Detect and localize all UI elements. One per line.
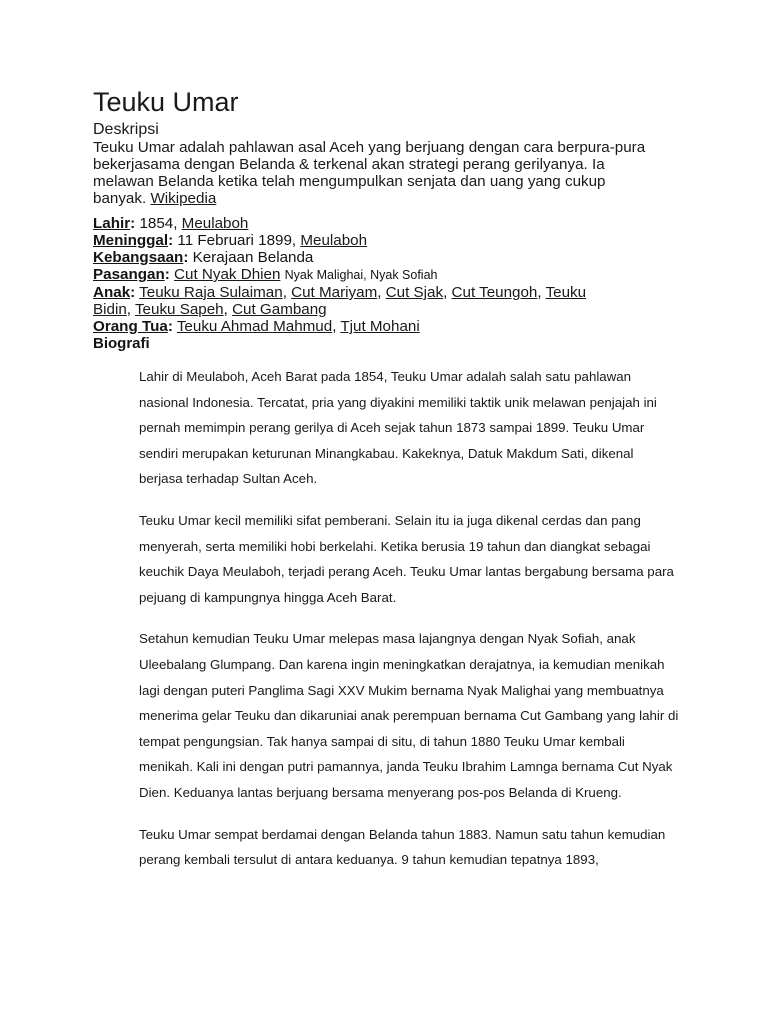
link-anak[interactable]: Cut Gambang [232, 301, 327, 318]
fact-meninggal: Meninggal: 11 Februari 1899, Meulaboh [93, 232, 368, 249]
fact-pasangan: Pasangan: Cut Nyak Dhien Nyak Malighai, Nyak Sofiah [93, 266, 438, 283]
link-anak[interactable]: Teuku Sapeh [134, 301, 224, 318]
fact-label-pasangan: Pasangan [93, 266, 165, 283]
biography-paragraph: Teuku Umar kecil memiliki sifat pemberani. Selain itu ia juga dikenal cerdas dan pang menyerah, serta memiliki hobi berkelahi. Ketika berusia 19 tahun dan diangkat sebagai keuchik Daya Meulaboh, terjadi perang Aceh. Teuku Umar lantas bergabung bersama para pejuang di kampungnya hingga Aceh Barat. [139, 512, 674, 605]
link-meulaboh-lahir[interactable]: Meulaboh [181, 215, 249, 232]
link-anak[interactable]: Cut Mariyam [291, 284, 378, 301]
fact-label-meninggal: Meninggal [93, 232, 169, 249]
fact-value-meninggal-date: 11 Februari 1899, [177, 232, 301, 249]
fact-value-kebangsaan: Kerajaan Belanda [192, 249, 314, 266]
fact-label-lahir: Lahir [93, 215, 131, 232]
infobox [93, 86, 713, 352]
link-anak[interactable]: Teuku Bidin [93, 284, 587, 318]
fact-value-pasangan-others: Nyak Malighai, Nyak Sofiah [284, 268, 438, 282]
fact-label-anak: Anak [93, 284, 131, 301]
section-heading-biografi: Biografi [93, 335, 150, 352]
fact-label-orang-tua: Orang Tua [93, 318, 168, 335]
link-orang-tua[interactable]: Teuku Ahmad Mahmud [176, 318, 333, 335]
description [93, 139, 653, 207]
biography-paragraph: Teuku Umar sempat berdamai dengan Belanda tahun 1883. Namun satu tahun kemudian perang kembali tersulut di antara keduanya. 9 tahun kemudian tepatnya 1893, [139, 826, 666, 868]
fact-anak: Anak: Teuku Raja Sulaiman, Cut Mariyam, Cut Sjak, Cut Teungoh, Teuku Bidin, Teuku Sapeh, Cut Gambang [93, 284, 587, 318]
biography-paragraph: Setahun kemudian Teuku Umar melepas masa lajangnya dengan Nyak Sofiah, anak Uleebalang Glumpang. Dan karena ingin meningkatkan derajatnya, ia kemudian menikah lagi dengan puteri Panglima Sagi XXV Mukim bernama Nyak Malighai yang membuatnya menerima gelar Teuku dan dikaruniai anak perempuan bernama Cut Gambang yang lahir di tempat pengungsian. Tak hanya sampai di situ, di tahun 1880 Teuku Umar kembali menikah. Kali ini dengan putri pamannya, janda Teuku Ibrahim Lamnga bernama Cut Nyak Dien. Keduanya lantas berjuang bersama menyerang pos-pos Belanda di Krueng. [139, 631, 679, 800]
fact-lahir: Lahir: 1854, Meulaboh [93, 215, 249, 232]
section-heading-deskripsi: Deskripsi [93, 121, 159, 138]
link-anak[interactable]: Teuku Raja Sulaiman [139, 284, 283, 301]
fact-orang-tua: Orang Tua: Teuku Ahmad Mahmud, Tjut Mohani [93, 318, 420, 335]
fact-label-kebangsaan: Kebangsaan [93, 249, 184, 266]
fact-list [93, 215, 613, 352]
fact-kebangsaan: Kebangsaan: Kerajaan Belanda [93, 249, 314, 266]
link-orang-tua[interactable]: Tjut Mohani [340, 318, 420, 335]
link-anak[interactable]: Cut Sjak [385, 284, 444, 301]
biography-body [139, 364, 679, 889]
link-cut-nyak-dhien[interactable]: Cut Nyak Dhien [174, 266, 281, 283]
fact-value-lahir-year: 1854, [139, 215, 182, 232]
link-anak[interactable]: Cut Teungoh [451, 284, 538, 301]
page-title: Teuku Umar [93, 87, 239, 117]
biography-paragraph: Lahir di Meulaboh, Aceh Barat pada 1854, Teuku Umar adalah salah satu pahlawan nasional Indonesia. Tercatat, pria yang diyakini memiliki taktik unik melawan penjajah ini pernah memimpin perang gerilya di Aceh sejak tahun 1873 sampai 1899. Teuku Umar sendiri merupakan keturunan Minangkabau. Kakeknya, Datuk Makdum Sati, dikenal berjasa terhadap Sultan Aceh. [139, 369, 657, 487]
link-meulaboh-meninggal[interactable]: Meulaboh [300, 232, 368, 249]
wikipedia-link[interactable]: Wikipedia [150, 190, 217, 207]
description-text: Teuku Umar adalah pahlawan asal Aceh yang berjuang dengan cara berpura-pura bekerjasama dengan Belanda & terkenal akan strategi perang gerilyanya. Ia melawan Belanda ketika telah mengumpulkan senjata dan uang yang cukup banyak. [93, 139, 646, 207]
